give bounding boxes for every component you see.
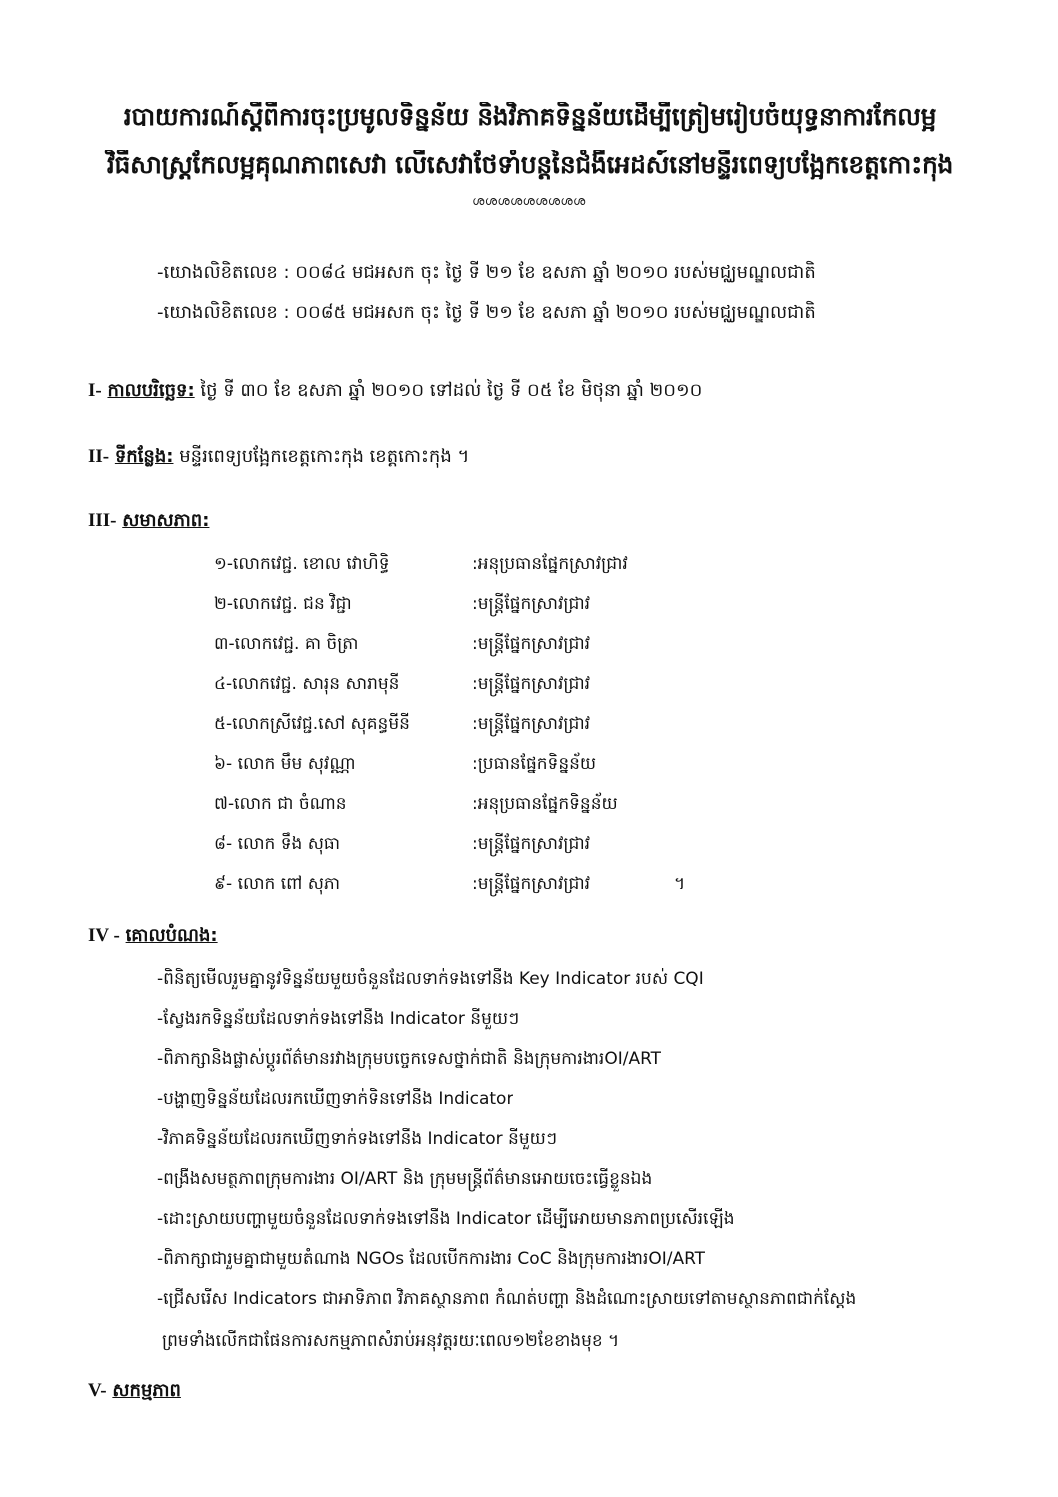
member-row: [214, 713, 734, 743]
member-row: [214, 633, 734, 663]
member-role: :មន្ត្រីផ្នែកស្រាវជ្រាវ: [472, 594, 591, 614]
section-heading: ទីកន្លែង:: [114, 446, 174, 467]
objective-item: -ពង្រឹងសមត្ថភាពក្រុមការងារ OI/ART និង ក្រុមមន្ត្រីព័ត៌មានអោយចេះធ្វើខ្លួនឯង: [157, 1169, 653, 1189]
member-name: ៤-លោកវេជ្ជ. សារុន សារាមុនី: [214, 674, 400, 694]
member-name: ៦- លោក មឹម សុវណ្ណា: [214, 754, 356, 774]
member-name: ៧-លោក ជា ចំណាន: [214, 794, 347, 814]
member-row: [214, 833, 734, 863]
section-heading: សមាសភាព:: [122, 510, 210, 531]
section-date: [88, 378, 702, 405]
section-number: I-: [88, 380, 102, 401]
objective-item: -ពិភាក្សានិងផ្លាស់ប្តូរព័ត៌មានរវាងក្រុមបច្ចេកទេសថ្នាក់ជាតិ និងក្រុមការងារOI/ART: [157, 1049, 662, 1069]
title-ornament: ശശശശശശശശശ: [472, 194, 586, 208]
section-heading: គោលបំណង:: [125, 925, 218, 946]
reference-letter-2: -យោងលិខិតលេខ : ០០៨៥ មជអសក ចុះ ថ្ងៃ ទី ២១ ខែ ឧសភា ឆ្នាំ ២០១០ របស់មជ្ឈមណ្ឌលជាតិ: [157, 302, 816, 323]
member-name: ៨- លោក ទឹង សុធា: [214, 834, 341, 854]
objective-item: -ដោះស្រាយបញ្ហាមួយចំនួនដែលទាក់ទងទៅនឹង Indicator ដើម្បីអោយមានភាពប្រសើរឡើង: [157, 1209, 735, 1229]
member-row: [214, 873, 734, 903]
reference-letter-1: -យោងលិខិតលេខ : ០០៨៤ មជអសក ចុះ ថ្ងៃ ទី ២១ ខែ ឧសភា ឆ្នាំ ២០១០ របស់មជ្ឈមណ្ឌលជាតិ: [157, 262, 816, 283]
member-name: ៥-លោកស្រីវេជ្ជ.សៅ សុគន្ធមីនី: [214, 714, 410, 734]
section-number: IV -: [88, 925, 120, 946]
objective-item: -ជ្រើសរើស Indicators ជាអាទិភាព វិភាគស្ថានភាព កំណត់បញ្ហា និងដំណោះស្រាយទៅតាមស្ថានភាពជាក់ស្តែង: [157, 1289, 857, 1309]
section-activities: [88, 1378, 181, 1405]
objective-item: -បង្ហាញទិន្នន័យដែលរកឃើញទាក់ទិនទៅនឹង Indicator: [157, 1089, 514, 1109]
section-text: ថ្ងៃ ទី ៣០ ខែ ឧសភា ឆ្នាំ ២០១០ ទៅដល់ ថ្ងៃ ទី ០៥ ខែ មិថុនា ឆ្នាំ ២០១០: [200, 380, 703, 401]
member-name: ៩- លោក ពៅ សុភា: [214, 874, 341, 894]
member-name: ២-លោកវេជ្ជ. ជន វិជ្ជា: [214, 594, 352, 614]
objective-item: -ពិភាក្សាជារួមគ្នាជាមួយតំណាង NGOs ដែលបើកការងារ CoC និងក្រុមការងារOI/ART: [157, 1249, 706, 1269]
objective-item: -វិភាគទិន្នន័យដែលរកឃើញទាក់ទងទៅនឹង Indicator នីមួយៗ: [157, 1129, 558, 1149]
member-row: [214, 793, 734, 823]
member-role: :មន្ត្រីផ្នែកស្រាវជ្រាវ: [472, 874, 591, 894]
member-row: [214, 593, 734, 623]
objective-item-continuation: ព្រមទាំងលើកជាផែនការសកម្មភាពសំរាប់អនុវត្តរយៈពេល១២ខែខាងមុខ ។: [162, 1331, 620, 1351]
member-role: :មន្ត្រីផ្នែកស្រាវជ្រាវ: [472, 674, 591, 694]
member-row: [214, 673, 734, 703]
member-name: ១-លោកវេជ្ជ. ខោល វោហិទ្ធិ: [214, 554, 390, 574]
objective-item: -ពិនិត្យមើលរួមគ្នានូវទិន្នន័យមួយចំនួនដែលទាក់ទងទៅនឹង Key Indicator របស់ CQI: [157, 969, 704, 989]
section-number: II-: [88, 446, 110, 467]
member-row: [214, 553, 734, 583]
member-role: :មន្ត្រីផ្នែកស្រាវជ្រាវ: [472, 714, 591, 734]
section-number: V-: [88, 1380, 107, 1401]
member-list-end-mark: ។: [674, 874, 686, 894]
section-text: មន្ទីរពេទ្យបង្អែកខេត្តកោះកុង ខេត្តកោះកុង ។: [179, 446, 470, 467]
member-row: [214, 753, 734, 783]
member-role: :មន្ត្រីផ្នែកស្រាវជ្រាវ: [472, 634, 591, 654]
member-role: :អនុប្រធានផ្នែកទិន្នន័យ: [472, 794, 618, 814]
member-role: :អនុប្រធានផ្នែកស្រាវជ្រាវ: [472, 554, 628, 574]
objective-item: -ស្វែងរកទិន្នន័យដែលទាក់ទងទៅនឹង Indicator នីមួយៗ: [157, 1009, 520, 1029]
report-title-line-1: របាយការណ៍ស្តីពីការចុះប្រមូលទិន្នន័យ និងវិភាគទិន្នន័យដើម្បីត្រៀមរៀបចំយុទ្ធនាការកែលម្អ: [123, 102, 937, 131]
section-objectives: [88, 923, 218, 950]
section-heading: កាលបរិច្ឆេទ:: [107, 380, 195, 401]
report-title-line-2: វិធីសាស្ត្រកែលម្អគុណភាពសេវា លើសេវាថែទាំបន្តនៃជំងឺអេដស៍នៅមន្ទីរពេទ្យបង្អែកខេត្តកោះកុង: [106, 150, 954, 179]
member-name: ៣-លោកវេជ្ជ. គា ចិត្រា: [214, 634, 359, 654]
section-number: III-: [88, 510, 117, 531]
section-location: [88, 444, 469, 471]
member-role: :ប្រធានផ្នែកទិន្នន័យ: [472, 754, 597, 774]
section-heading: សកម្មភាព: [112, 1380, 181, 1401]
member-role: :មន្ត្រីផ្នែកស្រាវជ្រាវ: [472, 834, 591, 854]
section-members: [88, 508, 209, 535]
